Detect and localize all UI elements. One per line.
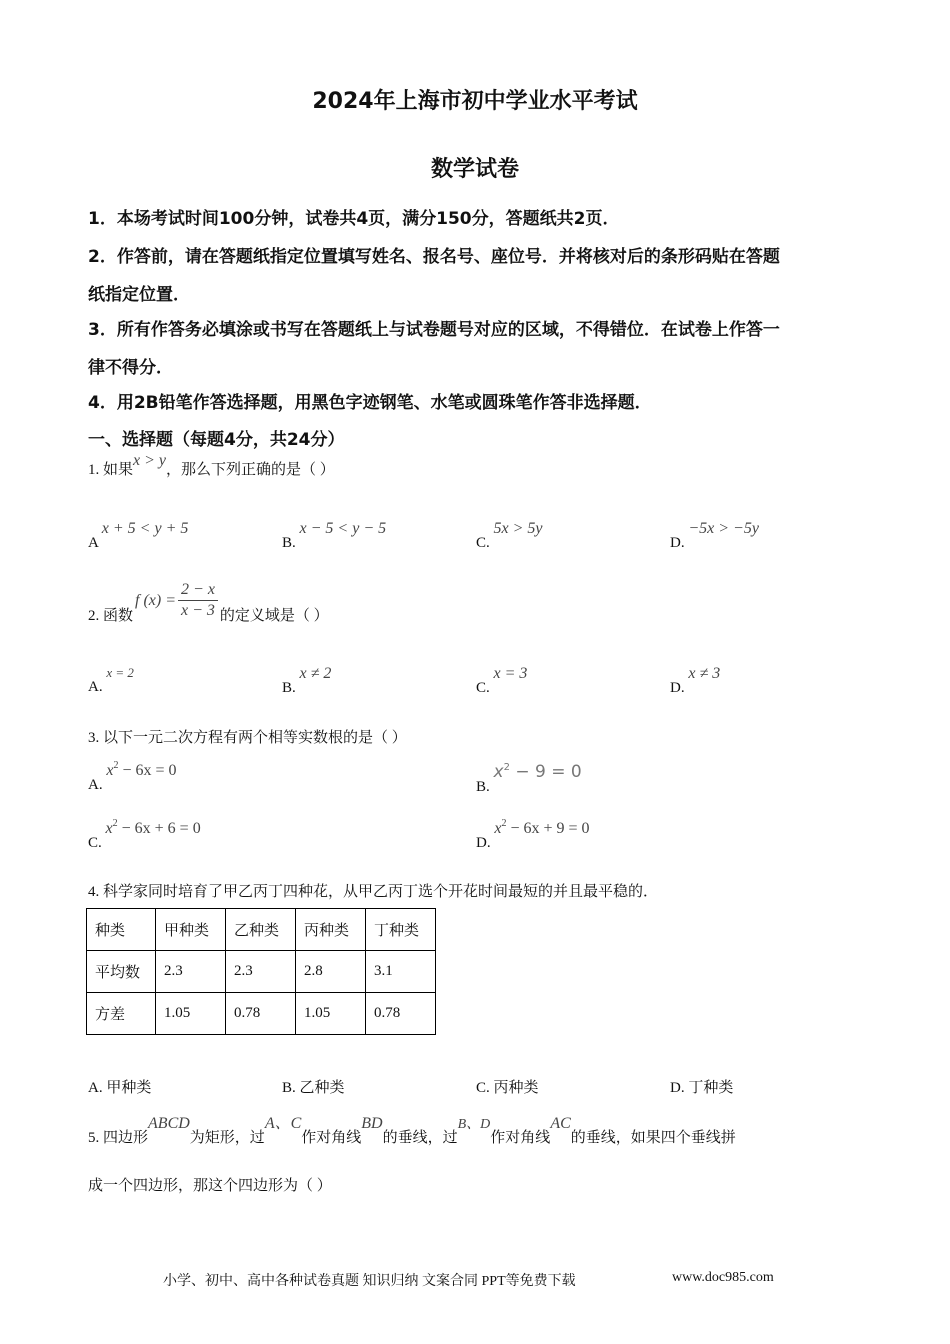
option-label: D. [670, 680, 685, 696]
option-math: x + 5 < y + 5 [101, 520, 189, 537]
option-math: $x^2 - 6x + 6 = 0$ [105, 818, 201, 837]
option-math: $x^2 - 6x + 9 = 0$ [494, 818, 590, 837]
q2-option-b[interactable] [282, 665, 332, 696]
option-math: x − 5 < y − 5 [299, 520, 387, 537]
q4-option-b[interactable]: B. 乙种类 [282, 1080, 345, 1096]
q5-text: 作对角线 [490, 1130, 551, 1146]
q4-data-table [86, 908, 436, 1035]
exam-title: 2024年上海市初中学业水平考试 [312, 89, 638, 114]
q1-option-b[interactable] [282, 520, 387, 551]
q1-condition: x > y [133, 452, 167, 469]
q4-option-c[interactable]: C. 丙种类 [476, 1080, 539, 1096]
q4-option-a[interactable]: A. 甲种类 [88, 1080, 152, 1096]
table-cell: 1.05 [296, 993, 366, 1035]
notice-line-1: 1．本场考试时间100分钟，试卷共4页，满分150分，答题纸共2页． [88, 209, 620, 229]
section-heading: 一、选择题（每题4分，共24分） [88, 430, 345, 450]
question-4: 4. 科学家同时培育了甲乙丙丁四种花，从甲乙丙丁选个开花时间最短的并且最平稳的． [88, 884, 659, 900]
q2-option-a[interactable] [88, 665, 134, 695]
q5-math: AC [550, 1115, 571, 1132]
option-math: x ≠ 3 [688, 665, 721, 682]
table-row [87, 993, 436, 1035]
notice-line-4: 3．所有作答务必填涂或书写在答题纸上与试卷题号对应的区域，不得错位．在试卷上作答一 [88, 320, 780, 340]
table-cell: 种类 [87, 909, 156, 951]
table-row [87, 951, 436, 993]
q2-function: f (x) = [135, 591, 177, 609]
table-header-row [87, 909, 436, 951]
table-cell: 乙种类 [226, 909, 296, 951]
option-math: 5x > 5y [493, 520, 543, 537]
option-label: B. [476, 779, 490, 795]
footer-text: 小学、初中、高中各种试卷真题 知识归纳 文案合同 PPT等免费下载 [163, 1274, 576, 1289]
option-math: $x^2 - 6x = 0$ [106, 760, 177, 779]
question-1 [88, 452, 335, 479]
q5-line-2: 成一个四边形，那这个四边形为（ ） [88, 1178, 332, 1194]
notice-line-5: 律不得分． [88, 358, 173, 378]
option-label: C. [476, 680, 490, 696]
table-cell: 3.1 [366, 951, 436, 993]
option-label: D. [670, 535, 685, 551]
option-math: x = 3 [493, 665, 528, 682]
question-3: 3. 以下一元二次方程有两个相等实数根的是（ ） [88, 730, 407, 746]
q5-text: 的垂线，过 [382, 1130, 458, 1146]
q2-suffix: 的定义域是（ ） [219, 608, 329, 624]
option-label: C. [88, 835, 102, 851]
q2-fraction [178, 580, 218, 621]
table-cell: 丙种类 [296, 909, 366, 951]
exam-subtitle: 数学试卷 [430, 157, 519, 182]
option-label: D. [476, 835, 491, 851]
q5-text: 的垂线，如果四个垂线拼 [570, 1130, 736, 1146]
table-cell: 平均数 [87, 951, 156, 993]
q5-text: 为矩形，过 [189, 1130, 265, 1146]
option-math: x ≠ 2 [299, 665, 332, 682]
table-cell: 丁种类 [366, 909, 436, 951]
footer-link[interactable]: www.doc985.com [672, 1270, 774, 1285]
notice-line-3: 纸指定位置． [88, 285, 190, 305]
option-label: A. [88, 679, 103, 695]
option-math: −5x > −5y [688, 520, 759, 537]
q3-option-d[interactable] [476, 818, 590, 851]
option-label: A [88, 535, 99, 551]
option-label: C. [476, 535, 490, 551]
q3-option-b[interactable] [476, 762, 582, 795]
q1-option-c[interactable] [476, 520, 543, 551]
q1-option-a[interactable] [88, 520, 189, 551]
notice-line-6: 4．用2B铅笔作答选择题，用黑色字迹钢笔、水笔或圆珠笔作答非选择题． [88, 393, 652, 413]
q2-option-d[interactable] [670, 665, 721, 696]
question-2 [88, 580, 329, 624]
table-cell: 0.78 [366, 993, 436, 1035]
table-cell: 2.8 [296, 951, 366, 993]
q2-denominator: x − 3 [181, 602, 215, 619]
q2-numerator: 2 − x [178, 580, 218, 601]
question-5 [88, 1110, 736, 1146]
q5-math: A、C [264, 1115, 302, 1132]
table-cell: 甲种类 [156, 909, 226, 951]
q5-math: BD [361, 1115, 383, 1132]
option-label: B. [282, 680, 296, 696]
q5-text: 作对角线 [301, 1130, 362, 1146]
q3-option-c[interactable] [88, 818, 201, 851]
q1-prefix: 1. 如果 [88, 462, 134, 478]
option-label: B. [282, 535, 296, 551]
notice-line-2: 2．作答前，请在答题纸指定位置填写姓名、报名号、座位号．并将核对后的条形码贴在答题 [88, 247, 780, 267]
table-cell: 方差 [87, 993, 156, 1035]
q2-prefix: 2. 函数 [88, 608, 134, 624]
option-math: x = 2 [106, 665, 134, 680]
q2-option-c[interactable] [476, 665, 528, 696]
q1-option-d[interactable] [670, 520, 759, 551]
option-label: A. [88, 777, 103, 793]
table-cell: 0.78 [226, 993, 296, 1035]
table-cell: 2.3 [226, 951, 296, 993]
table-cell: 1.05 [156, 993, 226, 1035]
q3-option-a[interactable] [88, 760, 177, 793]
option-math: $x^2 - 9 = 0$ [493, 762, 582, 782]
q5-math: B、D [457, 1117, 491, 1132]
q4-option-d[interactable]: D. 丁种类 [670, 1080, 734, 1096]
q5-text: 5. 四边形 [88, 1130, 149, 1146]
table-cell: 2.3 [156, 951, 226, 993]
q1-suffix: ，那么下列正确的是（ ） [166, 462, 335, 478]
q5-math: ABCD [148, 1115, 190, 1132]
